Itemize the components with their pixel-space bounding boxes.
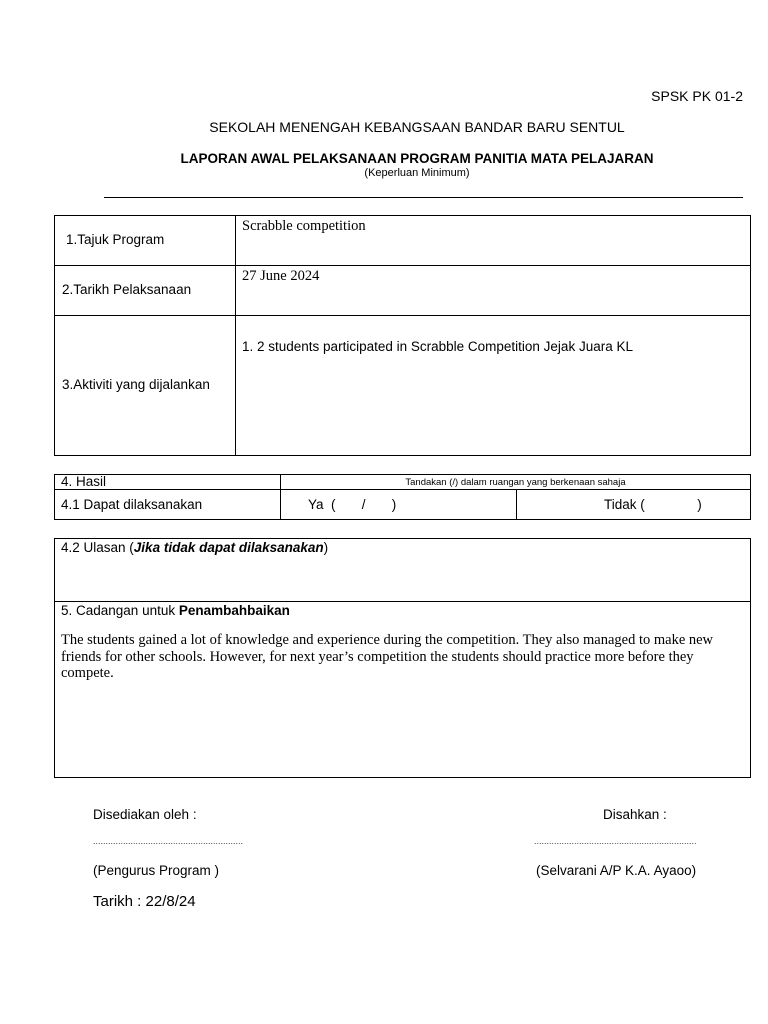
hasil-table [54,474,751,520]
ulasan-prefix: 4.2 Ulasan ( [61,540,134,555]
aktiviti-label-cell [55,316,236,456]
dapat-label: 4.1 Dapat dilaksanakan [55,490,281,520]
form-code: SPSK PK 01-2 [651,88,743,104]
page-subtitle: (Keperluan Minimum) [364,167,470,179]
tajuk-value-cell [236,216,751,266]
school-name: SEKOLAH MENENGAH KEBANGSAAN BANDAR BARU SENTUL [209,119,625,135]
ya-checkbox[interactable]: Ya ( / ) [281,490,517,520]
tajuk-label-cell [55,216,236,266]
tarikh-label: 2.Tarikh Pelaksanaan [62,282,192,297]
cadangan-emph: Penambahbaikan [178,603,290,618]
cadangan-heading [61,603,750,618]
hasil-label: 4. Hasil [55,475,281,490]
tarikh-value: 27 June 2024 [242,268,320,284]
tarikh-label-cell [55,266,236,316]
tarikh-value-cell [236,266,751,316]
report-date: Tarikh : 22/8/24 [93,893,196,910]
title-divider [104,197,743,198]
prepared-by-label: Disediakan oleh : [93,807,197,822]
aktiviti-value-cell [236,316,751,456]
ulasan-emph: Jika tidak dapat dilaksanakan [133,540,324,555]
ulasan-cadangan-table [54,538,751,778]
hasil-instruction: Tandakan (/) dalam ruangan yang berkenaan sahaja [281,475,751,490]
page-title: LAPORAN AWAL PELAKSANAAN PROGRAM PANITIA MATA PELAJARAN [180,151,654,166]
approved-by-label: Disahkan : [603,807,667,822]
cadangan-cell [55,602,751,778]
tajuk-label: 1.Tajuk Program [66,232,165,247]
tidak-checkbox[interactable]: Tidak ( ) [517,490,751,520]
tajuk-value: Scrabble competition [242,218,366,234]
ulasan-cell [55,539,751,602]
cadangan-prefix: 5. Cadangan untuk [61,603,179,618]
prepared-role: (Pengurus Program ) [93,863,220,878]
program-info-table [54,215,751,456]
ulasan-suffix: ) [323,540,329,555]
prepared-signature-line: ............................................................ [93,836,244,846]
aktiviti-value: 1. 2 students participated in Scrabble Competition Jejak Juara KL [242,339,633,354]
approver-name: (Selvarani A/P K.A. Ayaoo) [536,863,697,878]
approved-signature-line: ................................................................. [534,836,697,846]
cadangan-text: The students gained a lot of knowledge and experience during the competition. They also managed to make new friends for other schools. However, for next year’s competition the students should practice more before they compete. [61,632,714,681]
aktiviti-label: 3.Aktiviti yang dijalankan [62,377,210,392]
